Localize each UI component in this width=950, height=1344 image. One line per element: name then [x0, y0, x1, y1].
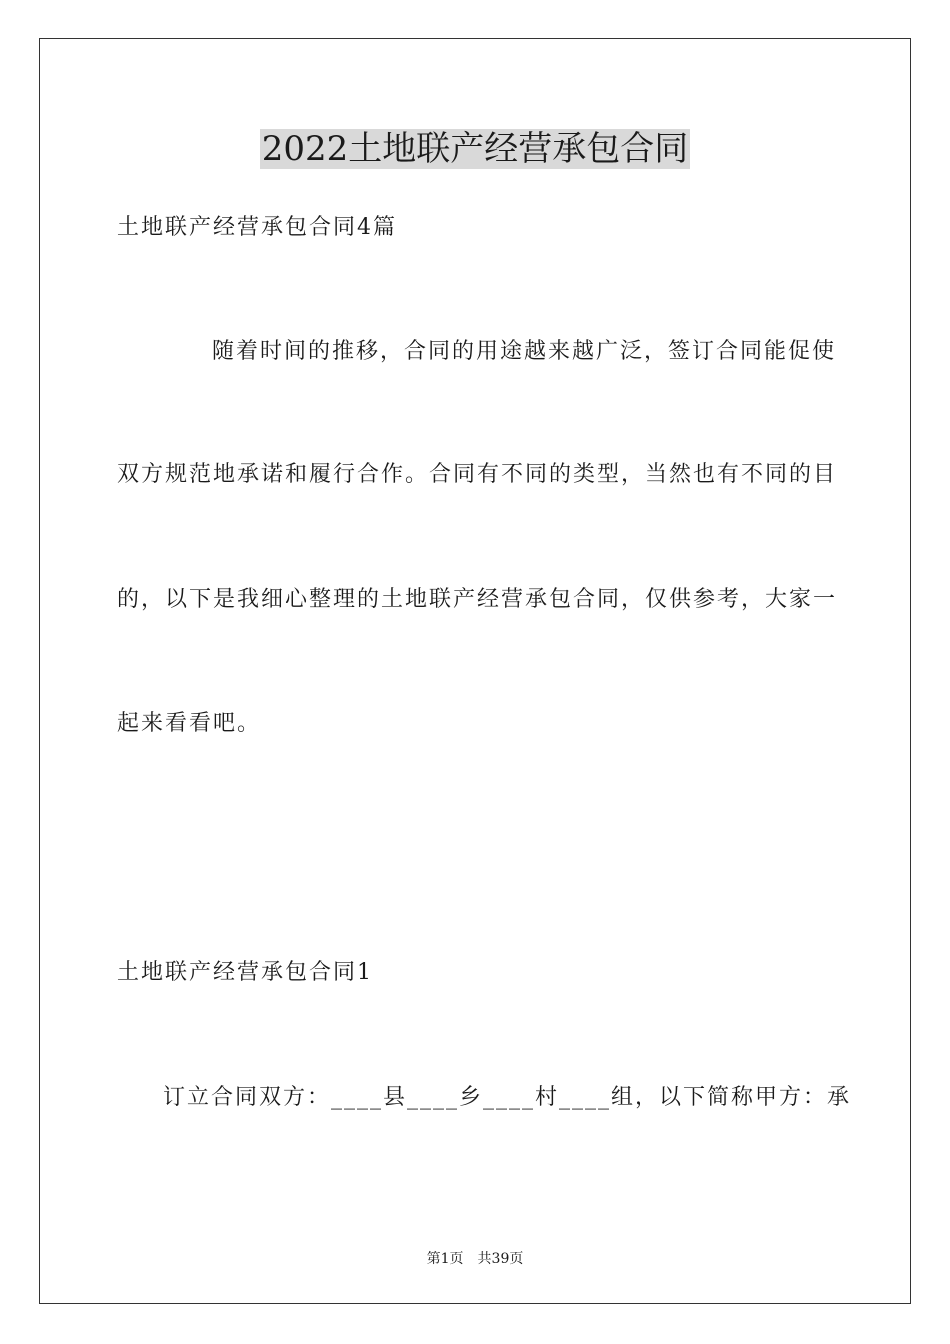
document-title: 2022土地联产经营承包合同: [261, 129, 689, 169]
document-subtitle: 土地联产经营承包合同4篇: [117, 215, 397, 240]
section-heading: 土地联产经营承包合同1: [117, 960, 373, 985]
intro-line-3: 的，以下是我细心整理的土地联产经营承包合同，仅供参考，大家一: [117, 587, 838, 612]
intro-line-4: 起来看看吧。: [117, 711, 262, 736]
document-title-wrap: [0, 126, 950, 172]
contract-parties-line: 订立合同双方：____县____乡____村____组，以下简称甲方：承: [163, 1085, 852, 1110]
intro-line-2: 双方规范地承诺和履行合作。合同有不同的类型，当然也有不同的目: [117, 462, 838, 487]
page-footer: [0, 1248, 950, 1268]
intro-line-1: 随着时间的推移，合同的用途越来越广泛，签订合同能促使: [212, 339, 837, 364]
page-number: 第1页: [426, 1251, 464, 1267]
total-pages: 共39页: [477, 1251, 524, 1267]
